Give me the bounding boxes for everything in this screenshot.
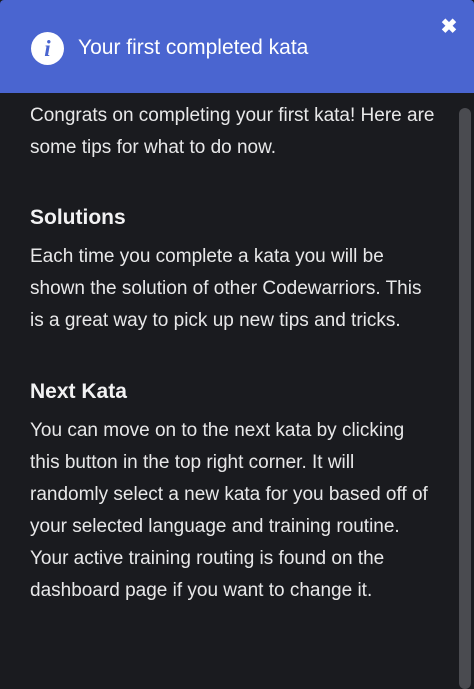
- info-icon: i: [31, 32, 64, 65]
- section-title-solutions: Solutions: [30, 206, 126, 229]
- dialog-content[interactable]: [0, 93, 474, 689]
- scrollbar-thumb[interactable]: [459, 108, 471, 689]
- section-title-next-kata: Next Kata: [30, 380, 127, 403]
- intro-text: Congrats on completing your first kata! Here are some tips for what to do now.: [30, 105, 435, 158]
- close-button[interactable]: [436, 14, 462, 40]
- dialog-header: [0, 0, 474, 93]
- dialog-body: [30, 100, 435, 607]
- dialog-title: Your first completed kata: [78, 36, 309, 59]
- section-text-next-kata: You can move on to the next kata by clicking this button in the top right corner. It will randomly select a new kata for you based off of your selected language and training routine. Your active training routing is found on the dashboard page if you want to change it.: [30, 420, 428, 601]
- section-text-solutions: Each time you complete a kata you will be shown the solution of other Codewarriors. This is a great way to pick up new tips and tricks.: [30, 246, 422, 331]
- close-icon: ✖: [440, 16, 458, 38]
